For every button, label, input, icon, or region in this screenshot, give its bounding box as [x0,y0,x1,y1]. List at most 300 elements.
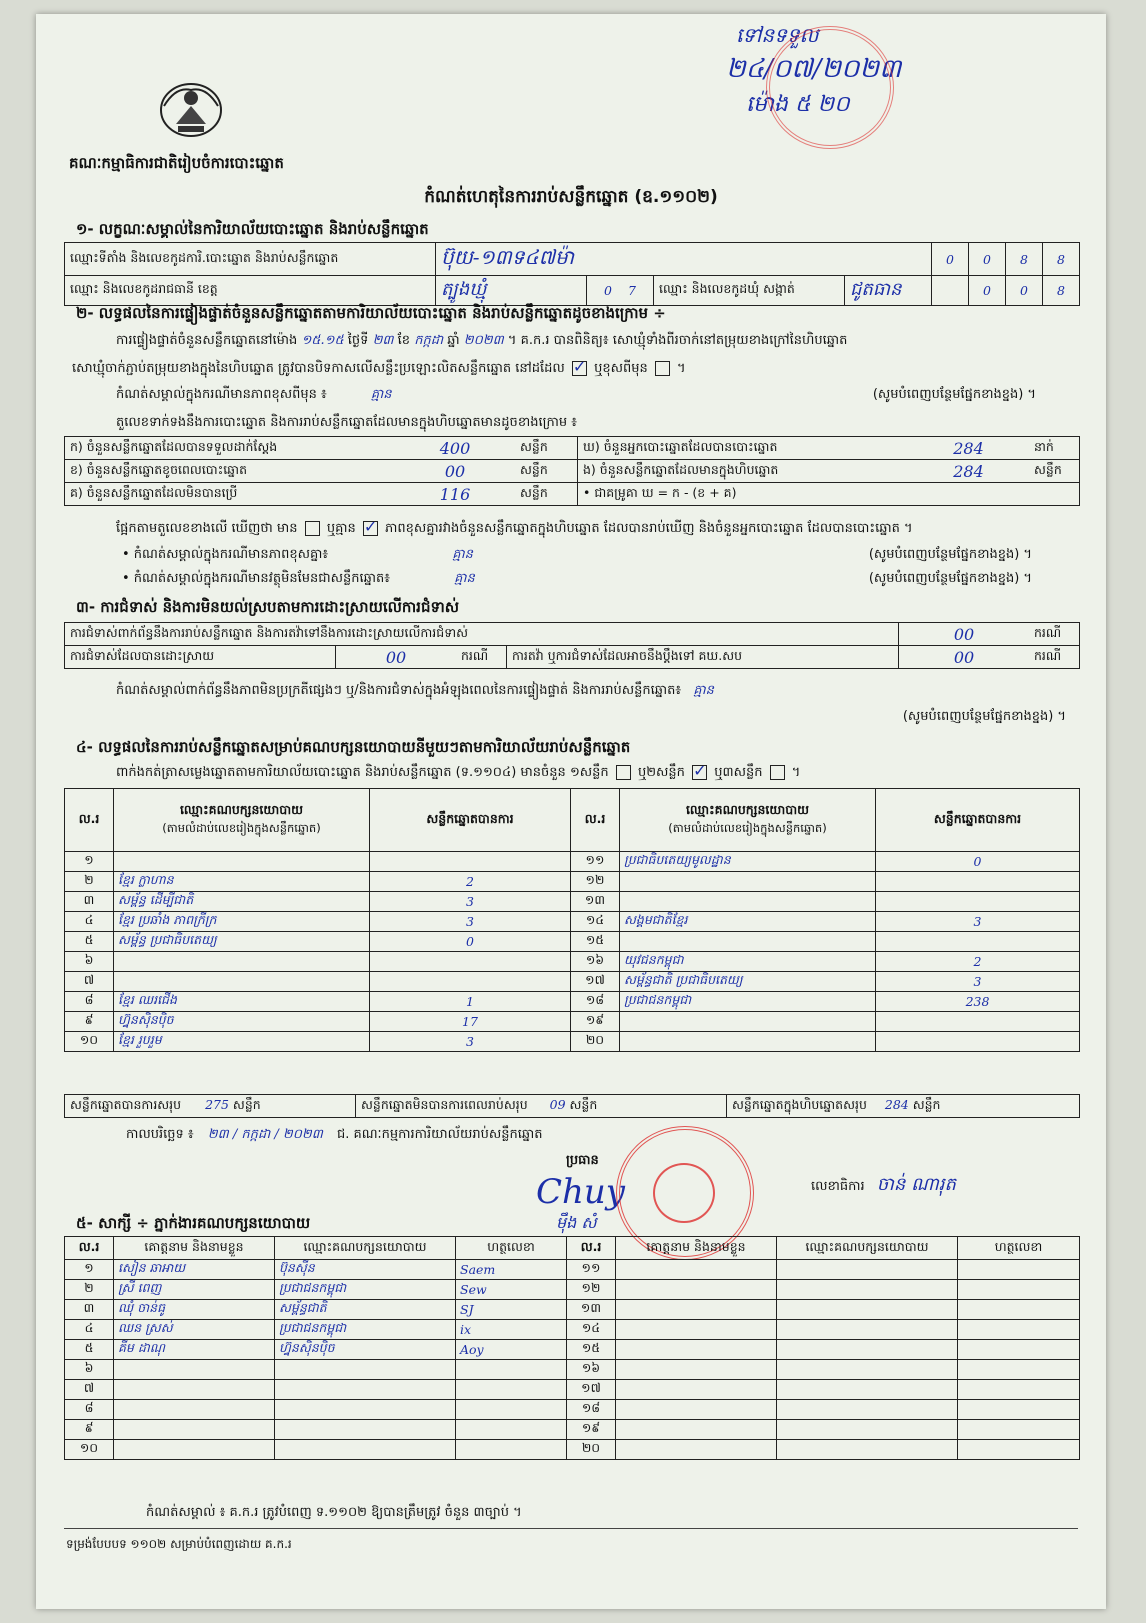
s5-left-no: ៤ [65,1320,114,1340]
table-row [65,872,1080,892]
s3-row2-unit: ករណី [456,646,507,669]
table-row [65,1320,1080,1340]
s4-left-no: ៦ [65,952,114,972]
s1-row2-code [587,276,654,306]
table-row [65,1340,1080,1360]
s4-right-party [620,892,876,912]
s4-right-party: យុវជនកម្ពុជា [620,952,876,972]
s5-left-sign [456,1440,567,1460]
s4-total2-value: 09 [549,1096,566,1112]
s5-left-name: គីម ដាណុ [114,1340,275,1360]
s2-figures-table [64,436,1080,506]
s5-right-sign[interactable] [958,1440,1080,1460]
s3-row2-value: 00 [336,646,457,669]
s4-total3-value: 284 [884,1096,909,1112]
s2-check-a: ផ្អែកតាមតួលេខខាងលើ ឃើញថា មាន [116,521,298,536]
s5-right-party[interactable] [777,1380,958,1400]
s5-left-no: ៥ [65,1340,114,1360]
s4-right-votes [876,1032,1080,1052]
s2-row0-left-unit: សន្លឹក [515,437,578,460]
s5-left-sign [456,1380,567,1400]
s2-row1-right-value: 284 [908,460,1029,483]
s2-row1-right-unit: សន្លឹក [1029,460,1080,483]
s5-left-name: ឈុំ ចាន់ធូ [114,1300,275,1320]
s3-row2-value-b: 00 [899,646,1030,669]
s5-right-party[interactable] [777,1440,958,1460]
s5-left-name: ឈន ស្រស់ [114,1320,275,1340]
s5-right-no: ១៤ [567,1320,616,1340]
s5-right-party[interactable] [777,1280,958,1300]
s2-bullet2 [122,570,1032,589]
s5-left-party [275,1440,456,1460]
same-checkbox[interactable] [572,361,587,376]
s2-line2-yes: ឬខុសពីមុន [594,361,648,376]
s4-right-no: ១២ [571,872,620,892]
s5-left-party [275,1380,456,1400]
section1-table [64,242,1080,306]
s4-right-party: សម្ព័ន្ធជាតិ ប្រជាធិបតេយ្យ [620,972,876,992]
s5-right-name[interactable] [616,1280,777,1300]
s4-right-party [620,872,876,892]
s1-row2-code-b-2: 8 [1043,276,1080,306]
s3-note-label: កំណត់សម្គាល់ពាក់ព័ន្ធនឹងភាពមិនប្រក្រតីផ្សេងៗ ឬ/និងការជំទាស់ក្នុងអំឡុងពេលនៃការផ្ទៀងផ្ទាត់ និងការរាប់សន្លឹកឆ្នោត៖ [116,683,682,698]
s4-date-label: កាលបរិច្ឆេទ ៖ [126,1127,194,1142]
s5-witness-body [65,1260,1080,1460]
s4-left-votes [370,852,571,872]
s5-col-party-left: ឈ្មោះគណបក្សនយោបាយ [275,1237,456,1260]
s4-left-votes: 1 [370,992,571,1012]
s4-col-party-right-sub: (តាមលំដាប់លេខរៀងក្នុងសន្លឹកឆ្នោត) [668,821,827,835]
s3-note-value: គ្មាន [693,683,714,698]
s4-right-party [620,1012,876,1032]
s4-col-party-right [620,789,876,852]
table-row [65,1012,1080,1032]
s5-right-name[interactable] [616,1300,777,1320]
s2-bullet2-suffix: (សូមបំពេញបន្ថែមផ្នែកខាងខ្នង) ។ [868,571,1032,586]
s1-row1-code-2: 8 [1006,243,1043,276]
s5-right-no: ១៥ [567,1340,616,1360]
s4-right-votes: 2 [876,952,1080,972]
footer-divider [64,1528,1078,1529]
s5-right-party[interactable] [777,1300,958,1320]
s4-right-party: សង្គមជាតិខ្មែរ [620,912,876,932]
red-seal-top [766,26,894,149]
s4-left-votes: 3 [370,1032,571,1052]
s5-left-party: ហ្វ៊ុនស៊ិនប៉ិច [275,1340,456,1360]
s5-right-no: ១៧ [567,1380,616,1400]
s2-line1-b: ថ្ងៃទី [347,333,369,348]
s4-total2 [356,1095,727,1118]
s1-row2-code-b-pad [932,276,969,306]
s4-right-no: ១៦ [571,952,620,972]
s4-right-party: ប្រជាធិបតេយ្យមូលដ្ឋាន [620,852,876,872]
s2-time: ១៥.១៥ [301,333,344,348]
s4-left-party: ខ្មែរ ឈរជើង [114,992,370,1012]
s4-secretary-label: លេខាធិការ [811,1179,865,1194]
s1-row2-code-1: 7 [627,283,636,298]
s4-total3-unit: សន្លឹក [912,1096,941,1112]
s4-date-suffix: ជ. គណៈកម្មការការិយាល័យរាប់សន្លឹកឆ្នោត [337,1127,543,1142]
s4-col-no-right: ល.រ [571,789,620,852]
s4-left-votes: 3 [370,892,571,912]
s5-left-name: ស្រី ពេញ [114,1280,275,1300]
table-row [65,1380,1080,1400]
s1-row1-code-3: 8 [1043,243,1080,276]
s4-left-no: ១ [65,852,114,872]
s5-right-sign[interactable] [958,1320,1080,1340]
s4-total1-unit: សន្លឹក [232,1096,261,1112]
received-stamp [726,16,926,146]
s2-row0-right-value: 284 [908,437,1029,460]
s5-right-sign[interactable] [958,1360,1080,1380]
s4-results-table [64,788,1080,1052]
stamp-received-time: ម៉ោង ៥ ២០ [746,92,850,117]
s5-right-party[interactable] [777,1260,958,1280]
s1-row2-value: ត្បូងឃ្មុំ [436,276,587,306]
s4-left-votes: 0 [370,932,571,952]
s4-right-votes [876,1012,1080,1032]
s5-left-no: ៩ [65,1420,114,1440]
s5-right-name[interactable] [616,1380,777,1400]
s2-line1-d: ឆ្នាំ [447,333,460,348]
s5-right-sign[interactable] [958,1300,1080,1320]
s5-right-name[interactable] [616,1400,777,1420]
s3-row1-label: ការជំទាស់ពាក់ព័ន្ធនឹងការរាប់សន្លឹកឆ្នោត និងការតវ៉ាទៅនឹងការដោះស្រាយលើការជំទាស់ [65,623,899,646]
s4-right-votes: 3 [876,972,1080,992]
section3-table [64,622,1080,669]
s3-row2-label-b: ការតវ៉ា ឬការជំទាស់ដែលអាចនឹងប្ដឹងទៅ គឃ.សប [507,646,899,669]
s4-totals-table [64,1094,1080,1118]
s2-row2-left-value: 116 [395,483,515,506]
table-row [65,1280,1080,1300]
s5-col-no-right: ល.រ [567,1237,616,1260]
s2-check-b: ឬគ្មាន [326,521,356,536]
s2-line1-c: ខែ [397,333,411,348]
s5-footer-note: កំណត់សម្គាល់ ៖ គ.ក.រ ត្រូវបំពេញ ទ.១១០២ ឱ្យបានត្រឹមត្រូវ ចំនួន ៣ច្បាប់ ។ [146,1505,522,1520]
s4-left-no: ៥ [65,932,114,952]
s4-right-no: ១៩ [571,1012,620,1032]
s5-left-name: សៀន ឆាអាយ [114,1260,275,1280]
s5-left-sign [456,1360,567,1380]
table-row [65,1360,1080,1380]
s4-right-party [620,1032,876,1052]
no-difference-checkbox[interactable] [363,521,378,536]
section2-heading: ២- លទ្ធផលនៃការផ្ទៀងផ្ទាត់ចំនួនសន្លឹកឆ្នោតតាមការិយាល័យបោះឆ្នោត និងរាប់សន្លឹកឆ្នោតដូចខាងក្រោម ÷ [76,304,666,322]
s4-right-no: ១៨ [571,992,620,1012]
s5-right-name[interactable] [616,1260,777,1280]
s5-right-name[interactable] [616,1440,777,1460]
s3-row1-unit: ករណី [1029,623,1080,646]
s1-row2-label: ឈ្មោះ និងលេខកូដរាជធានី ខេត្ត [65,276,436,306]
s4-left-party: ខ្មែរ ក្លាហាន [114,872,370,892]
s5-left-party: ប្រជាជនកម្ពុជា [275,1280,456,1300]
s5-left-party: ប្រជាជនកម្ពុជា [275,1320,456,1340]
s4-right-votes [876,872,1080,892]
s4-col-party-left-title: ឈ្មោះគណបក្សនយោបាយ [179,802,304,817]
s2-bullet1-label: • កំណត់សម្គាល់ក្នុងករណីមានភាពខុសគ្នា៖ [122,547,329,562]
s1-row1-code-1: 0 [969,243,1006,276]
table-row [65,932,1080,952]
s5-left-no: ១០ [65,1440,114,1460]
s4-right-no: ១៣ [571,892,620,912]
s5-col-party-right: ឈ្មោះគណបក្សនយោបាយ [777,1237,958,1260]
s2-row0-left-label: ក) ចំនួនសន្លឹកឆ្នោតដែលបានទទួលដាក់ស្ដែង [65,437,396,460]
s4-left-party: សម្ព័ន្ធ ប្រជាធិបតេយ្យ [114,932,370,952]
s4-left-party: សម្ព័ន្ធ ដើម្បីជាតិ [114,892,370,912]
s4-secretary [811,1172,956,1199]
table-row [65,1260,1080,1280]
s2-day: ២៣ [372,333,394,348]
s5-right-party[interactable] [777,1360,958,1380]
s5-left-sign: Sew [456,1280,567,1300]
s5-left-party [275,1420,456,1440]
s4-left-no: ២ [65,872,114,892]
different-checkbox[interactable] [655,361,670,376]
s5-left-no: ៨ [65,1400,114,1420]
s2-row2-left-unit: សន្លឹក [515,483,578,506]
s4-president-name: ម៉ឹង សំ [556,1213,597,1232]
s4-left-party: ខ្មែរ រួបរួម [114,1032,370,1052]
s5-right-no: ១៩ [567,1420,616,1440]
s5-left-party [275,1360,456,1380]
s5-left-no: ២ [65,1280,114,1300]
one-sheet-checkbox[interactable] [616,765,631,780]
s5-col-sign-left: ហត្ថលេខា [456,1237,567,1260]
s5-col-name-left: គោត្តនាម និងនាមខ្លួន [114,1237,275,1260]
s4-total3-label: សន្លឹកឆ្នោតក្នុងហិបឆ្នោតសរុប [732,1096,867,1112]
table-row [65,952,1080,972]
s4-total2-label: សន្លឹកឆ្នោតមិនបានការពេលរាប់សរុប [361,1096,528,1112]
s3-note-suffix: (សូមបំពេញបន្ថែមផ្នែកខាងខ្នង) ។ [902,709,1066,724]
s5-right-party[interactable] [777,1420,958,1440]
s5-left-sign: Saem [456,1260,567,1280]
s5-left-name [114,1380,275,1400]
s5-right-sign[interactable] [958,1380,1080,1400]
s4-left-party [114,952,370,972]
s5-right-sign[interactable] [958,1400,1080,1420]
s4-left-no: ៩ [65,1012,114,1032]
s4-left-party: ហ្វ៊ុនស៊ិនប៉ិច [114,1012,370,1032]
s5-left-no: ៦ [65,1360,114,1380]
s4-right-no: ១៥ [571,932,620,952]
s2-sub-intro: តួលេខទាក់ទងនឹងការបោះឆ្នោត និងការរាប់សន្លឹកឆ្នោតដែលមានក្នុងហិបឆ្នោតមានដូចខាងក្រោម ៖ [116,415,577,430]
s4-col-party-left [114,789,370,852]
s4-left-votes [370,952,571,972]
s5-right-name[interactable] [616,1340,777,1360]
s2-row2-left-label: គ) ចំនួនសន្លឹកឆ្នោតដែលមិនបានប្រើ [65,483,396,506]
s5-right-no: ១៨ [567,1400,616,1420]
s2-note-value: គ្មាន [370,387,392,402]
s5-left-party [275,1400,456,1420]
s4-total3 [727,1095,1080,1118]
s4-right-votes: 3 [876,912,1080,932]
s5-right-no: ១៣ [567,1300,616,1320]
s5-left-party: ប៊ុនស៊ីន [275,1260,456,1280]
s1-row1-label: ឈ្មោះទីតាំង និងលេខកូដការិ.បោះឆ្នោត និងរាប់សន្លឹកឆ្នោត [65,243,436,276]
s4-right-votes [876,892,1080,912]
s1-row2-code-b-1: 0 [1006,276,1043,306]
s5-col-sign-right: ហត្ថលេខា [958,1237,1080,1260]
s4-right-no: ១១ [571,852,620,872]
s2-bullet1 [122,546,1032,565]
table-row [65,1420,1080,1440]
s5-right-sign[interactable] [958,1260,1080,1280]
s4-col-no-left: ល.រ [65,789,114,852]
table-row [65,1440,1080,1460]
s5-left-no: ៧ [65,1380,114,1400]
stamp-received-date: ២៤/០៧/២០២៣ [726,54,902,84]
s5-right-name[interactable] [616,1420,777,1440]
s2-row1-left-unit: សន្លឹក [515,460,578,483]
s3-row1-value: 00 [899,623,1030,646]
s4-left-no: ៤ [65,912,114,932]
s5-left-no: ១ [65,1260,114,1280]
s2-row1-right-label: ង) ចំនួនសន្លឹកឆ្នោតដែលមានក្នុងហិបឆ្នោត [578,460,909,483]
org-name: គណៈកម្មាធិការជាតិរៀបចំការបោះឆ្នោត [69,154,284,172]
stamp-received-label: ទៅនទទួល [736,23,819,47]
s4-col-votes-left: សន្លឹកឆ្នោតបានការ [370,789,571,852]
s4-left-votes [370,972,571,992]
s5-col-name-right: គោត្តនាម និងនាមខ្លួន [616,1237,777,1260]
s4-total2-unit: សន្លឹក [569,1096,598,1112]
table-row [65,1032,1080,1052]
s2-row2-right-label: • ជាគម្រូគា ឃ = ក - (ខ + គ) [578,483,1080,506]
s5-left-name [114,1400,275,1420]
s5-right-no: ១១ [567,1260,616,1280]
s1-row2-code-b-0: 0 [969,276,1006,306]
s5-left-party: សម្ព័ន្ធជាតិ [275,1300,456,1320]
s4-left-no: ១០ [65,1032,114,1052]
s5-right-party[interactable] [777,1340,958,1360]
nec-emblem-icon [156,76,226,140]
table-row [65,972,1080,992]
s2-line2-text: សោឃ្មុំចាក់ភ្ជាប់តម្រុយខាងក្នុងនៃហិបឆ្នោត ត្រូវបានបិទកាសលើសន្លឹះប្រឡោះលិតសន្លឹកឆ្នោត នៅដដែល [72,361,565,376]
s4-col-party-left-sub: (តាមលំដាប់លេខរៀងក្នុងសន្លឹកឆ្នោត) [162,821,321,835]
s2-line2: សោឃ្មុំចាក់ភ្ជាប់តម្រុយខាងក្នុងនៃហិបឆ្នោត ត្រូវបានបិទកាសលើសន្លឹះប្រឡោះលិតសន្លឹកឆ្នោត នៅដដែល ✓ ឬខុសពីមុន ។ [72,360,686,379]
s4-right-no: ២០ [571,1032,620,1052]
s5-right-party[interactable] [777,1400,958,1420]
s4-date-line [126,1126,543,1145]
two-sheets-checkbox[interactable] [692,765,707,780]
s2-line1-e: ។ គ.ក.រ បានពិនិត្យ៖ សោឃ្មុំទាំងពីរចាក់នៅតម្រុយខាងក្រៅនៃហិបឆ្នោត [507,333,848,348]
s3-row2-unit-b: ករណី [1029,646,1080,669]
s5-left-sign [456,1400,567,1420]
table-row [65,1300,1080,1320]
table-row [65,992,1080,1012]
s4-left-no: ៨ [65,992,114,1012]
s5-witness-table [64,1236,1080,1460]
s4-left-party [114,972,370,992]
s5-left-name [114,1440,275,1460]
s2-bullet1-suffix: (សូមបំពេញបន្ថែមផ្នែកខាងខ្នង) ។ [868,547,1032,562]
s5-right-no: ២០ [567,1440,616,1460]
s4-opt2: ឬ២សន្លឹក [637,765,685,780]
s5-left-sign: Aoy [456,1340,567,1360]
s5-right-party[interactable] [777,1320,958,1340]
s4-left-party [114,852,370,872]
s1-row1-code-0: 0 [932,243,969,276]
s5-left-no: ៣ [65,1300,114,1320]
s1-row1-value: ប៊ុយ-១៣ទ៤៧ម៉ា [436,243,932,276]
form-sheet [36,14,1106,1609]
three-sheets-checkbox[interactable] [770,765,785,780]
s5-footer-form: ទម្រង់បែបបទ ១១០២ សម្រាប់បំពេញដោយ គ.ក.រ [66,1537,292,1551]
s2-row0-right-unit: នាក់ [1029,437,1080,460]
s5-right-name[interactable] [616,1360,777,1380]
s4-total1 [65,1095,356,1118]
s4-col-votes-right: សន្លឹកឆ្នោតបានការ [876,789,1080,852]
table-row [65,852,1080,872]
section3-heading: ៣- ការជំទាស់ និងការមិនយល់ស្របតាមការដោះស្រាយលើការជំទាស់ [76,598,460,616]
s4-total1-label: សន្លឹកឆ្នោតបានការសរុប [70,1096,182,1112]
s2-year: ២០២៣ [463,333,504,348]
section4-heading: ៤- លទ្ធផលនៃការរាប់សន្លឹកឆ្នោតសម្រាប់គណបក្សនយោបាយនីមួយៗតាមការិយាល័យរាប់សន្លឹកឆ្នោត [76,738,631,756]
s2-row1-left-value: 00 [395,460,515,483]
s3-note [116,682,1036,701]
s2-row0-right-label: ឃ) ចំនួនអ្នកបោះឆ្នោតដែលបានបោះឆ្នោត [578,437,909,460]
s4-right-no: ១៧ [571,972,620,992]
s5-left-sign: ix [456,1320,567,1340]
s2-line1 [116,332,847,351]
s4-results-body [65,852,1080,1052]
s4-president-signature: Chuy [536,1172,626,1212]
table-row [65,912,1080,932]
section1-heading: ១- លក្ខណៈសម្គាល់នៃការិយាល័យបោះឆ្នោត និងរាប់សន្លឹកឆ្នោត [76,220,429,238]
s5-left-sign: SJ [456,1300,567,1320]
s1-row2-value-b: ជូតធាន [845,276,932,306]
s4-right-party [620,932,876,952]
s2-bullet2-value: គ្មាន [454,571,475,586]
s5-left-name [114,1420,275,1440]
s4-total1-value: 275 [205,1096,229,1112]
s2-bullet2-label: • កំណត់សម្គាល់ក្នុងករណីមានវត្ថុមិនមែនជាសន្លឹកឆ្នោត៖ [122,571,390,586]
s4-left-votes: 17 [370,1012,571,1032]
form-title: កំណត់ហេតុនៃការរាប់សន្លឹកឆ្នោត (ឧ.១១០២) [424,187,718,207]
table-row [65,1400,1080,1420]
s2-note [116,386,1036,405]
s5-right-sign[interactable] [958,1280,1080,1300]
s4-right-votes [876,932,1080,952]
s4-left-party: ខ្មែរ ប្រឆាំង ភាពក្រីក្រ [114,912,370,932]
s5-right-no: ១៦ [567,1360,616,1380]
s5-right-name[interactable] [616,1320,777,1340]
s5-left-name [114,1360,275,1380]
s1-row2-code-0: 0 [604,283,612,298]
s4-left-no: ៣ [65,892,114,912]
s5-right-sign[interactable] [958,1420,1080,1440]
s4-intro: ពាក់ងកត់ត្រាសម្លេងឆ្នោតតាមការិយាល័យបោះឆ្នោត និងរាប់សន្លឹកឆ្នោត (ទ.១១០៤) មានចំនួន ១សន្លឹក ឬ២សន្លឹក ✓ ឬ៣សន្លឹក ។ [116,764,800,783]
s2-check-line [116,520,913,539]
s2-check-c: ភាពខុសគ្នារវាងចំនួនសន្លឹកឆ្នោតក្នុងហិបឆ្នោត ដែលបានរាប់ឃើញ និងចំនួនអ្នកបោះឆ្នោត ដែលបានបោះឆ្នោត ។ [385,521,913,536]
s4-right-votes: 238 [876,992,1080,1012]
s4-secretary-value: ចាន់ ណារុត [876,1174,956,1195]
s2-line1-a: ការផ្ទៀងផ្ទាត់ចំនួនសន្លឹកឆ្នោតនៅម៉ោង [116,333,298,348]
has-difference-checkbox[interactable] [305,521,320,536]
s2-month: កក្កដា [414,333,444,348]
s4-president-label: ប្រធាន [566,1153,599,1168]
section5-heading: ៥- សាក្សី ÷ ភ្នាក់ងារគណបក្សនយោបាយ [76,1214,311,1232]
s2-note-suffix: (សូមបំពេញបន្ថែមផ្នែកខាងខ្នង) ។ [872,387,1036,402]
s4-left-no: ៧ [65,972,114,992]
s5-left-sign [456,1420,567,1440]
s4-right-party: ប្រជាជនកម្ពុជា [620,992,876,1012]
s4-right-no: ១៤ [571,912,620,932]
s5-right-sign[interactable] [958,1340,1080,1360]
s1-row2-label-b: ឈ្មោះ និងលេខកូដឃុំ សង្កាត់ [654,276,845,306]
s2-note-label: កំណត់សម្គាល់ក្នុងករណីមានភាពខុសពីមុន ៖ [116,387,327,402]
s4-opt3: ឬ៣សន្លឹក [714,765,763,780]
s4-col-party-right-title: ឈ្មោះគណបក្សនយោបាយ [685,802,810,817]
